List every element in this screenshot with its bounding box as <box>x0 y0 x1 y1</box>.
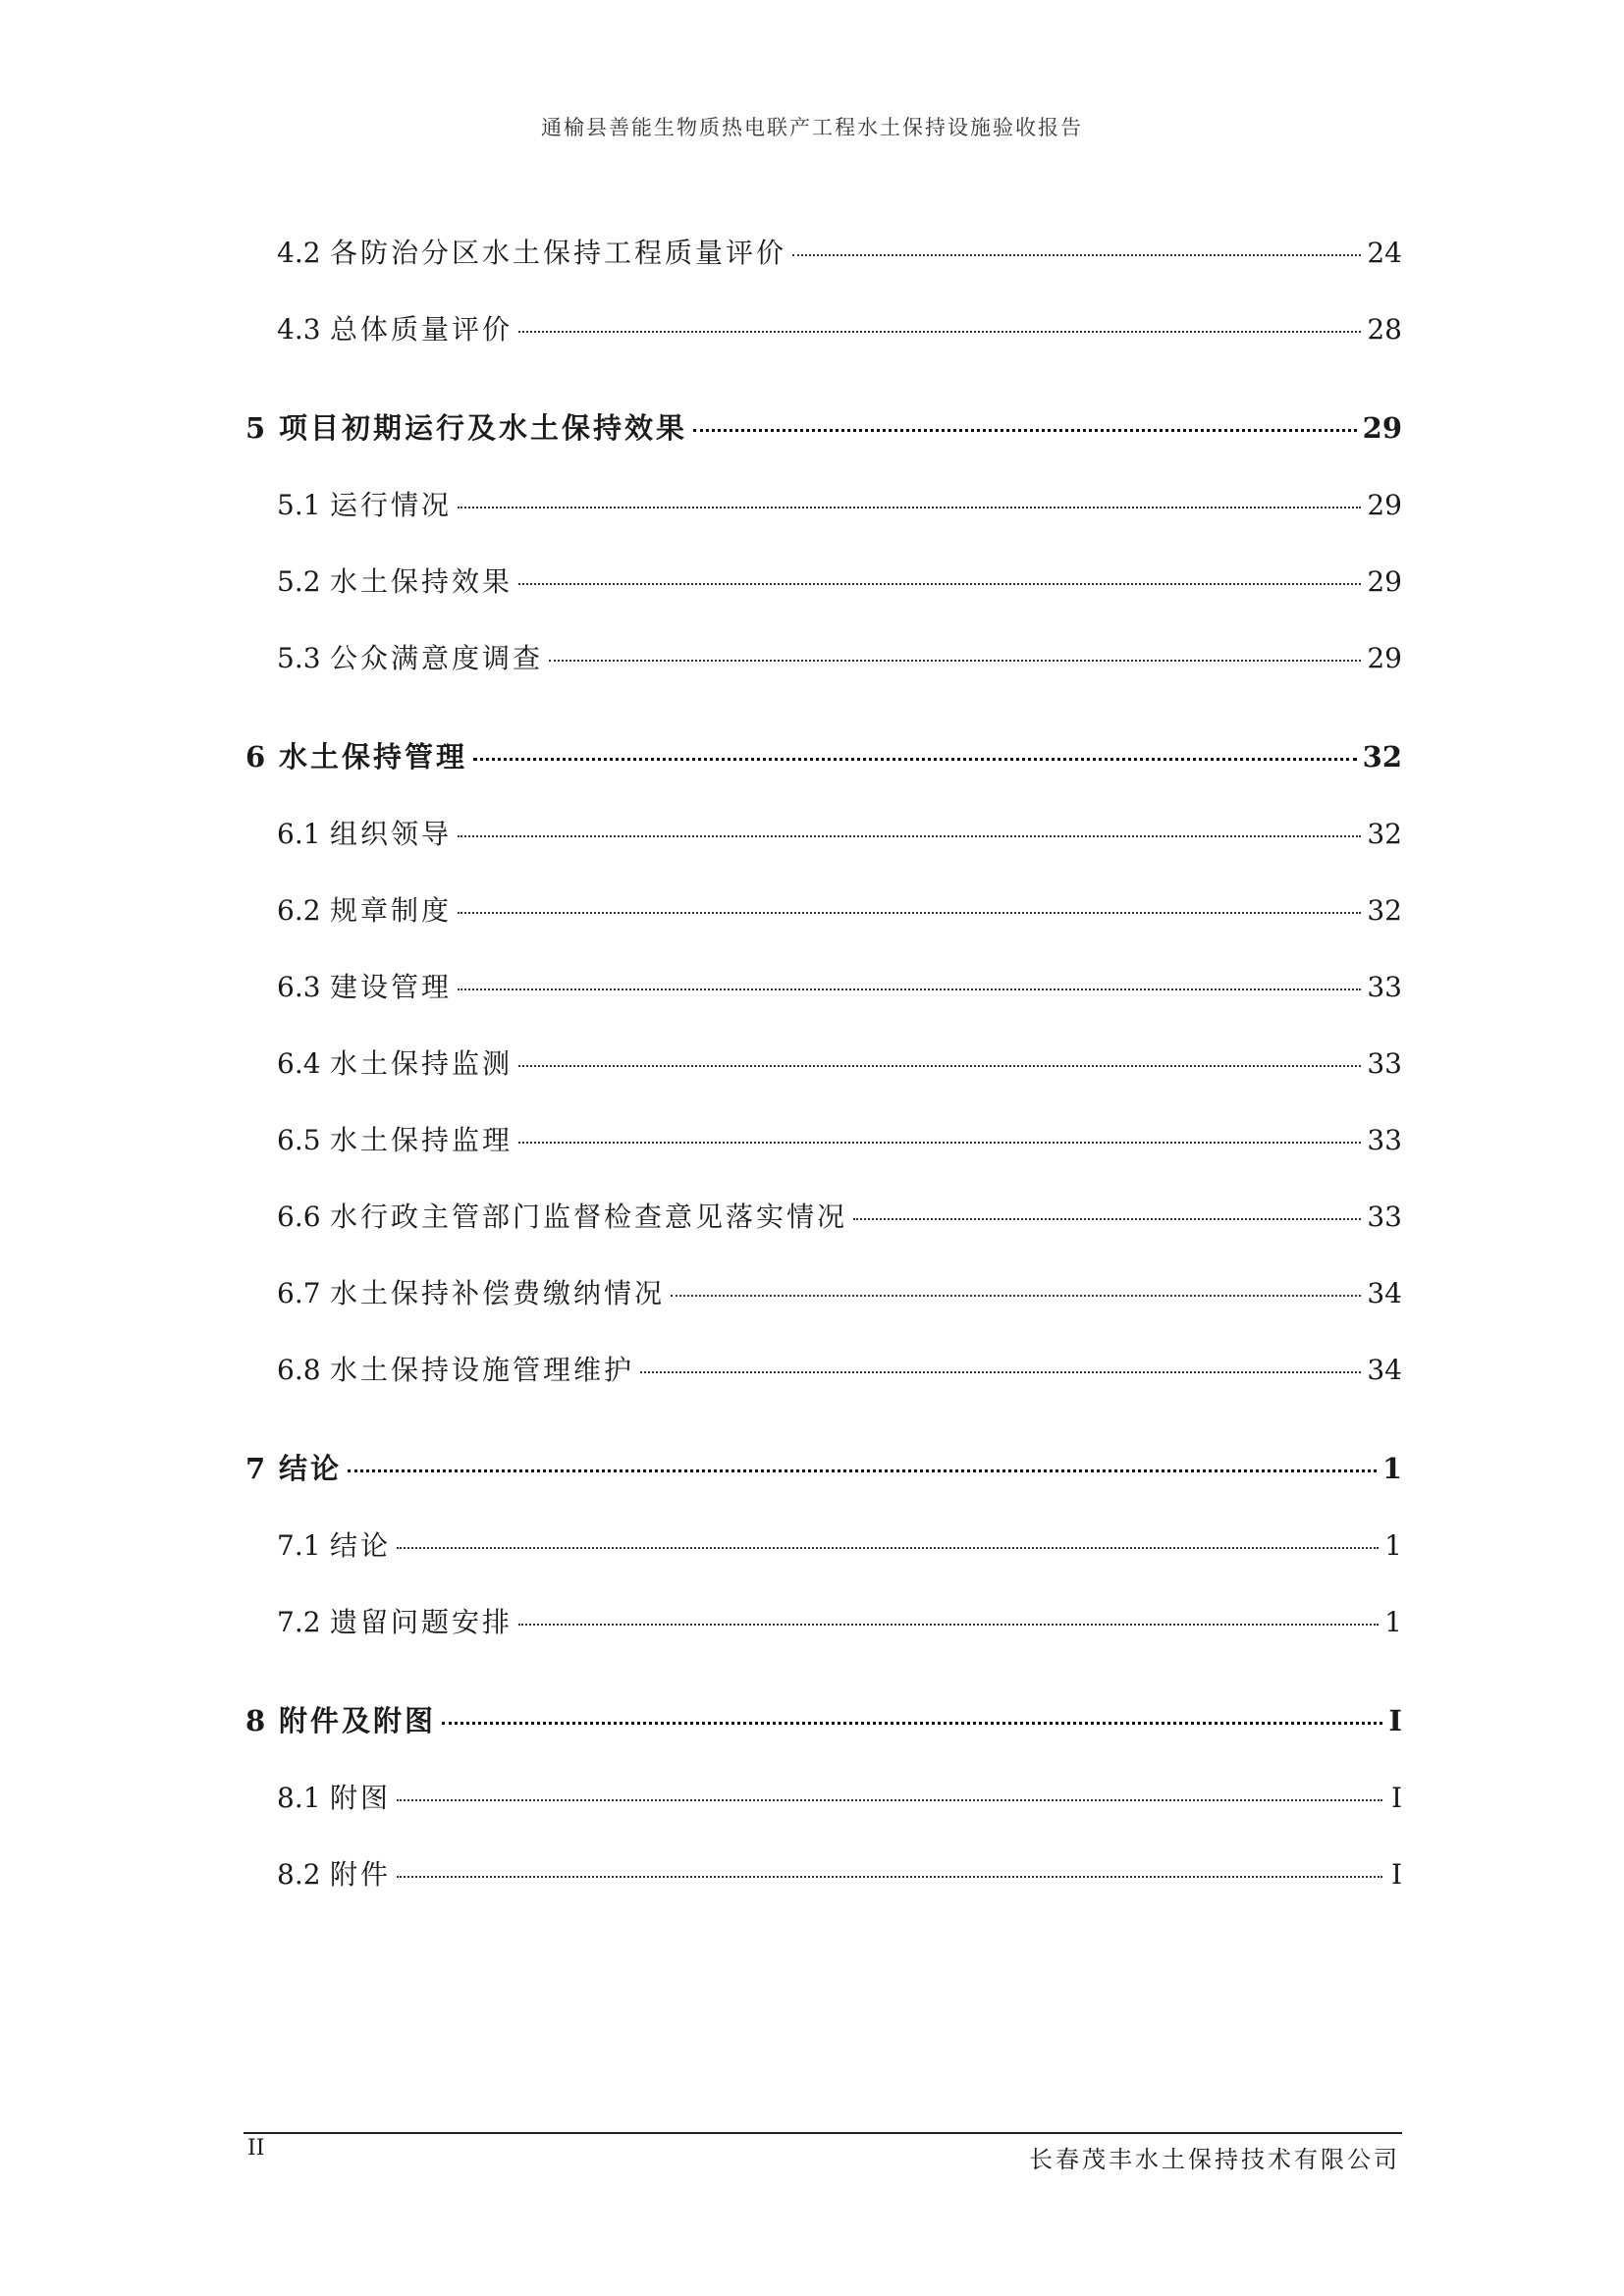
footer-rule <box>244 2132 1402 2134</box>
toc-number: 5 <box>245 411 266 445</box>
toc-entry-6-5[interactable] <box>277 1119 1402 1158</box>
toc-page: 1 <box>1384 1606 1402 1638</box>
dot-leader <box>518 1065 1361 1067</box>
dot-leader <box>397 1799 1382 1801</box>
toc-number: 5.3 <box>277 642 321 674</box>
dot-leader <box>671 1295 1361 1297</box>
toc-title: 各防治分区水土保持工程质量评价 <box>330 237 787 269</box>
toc-page: 29 <box>1367 642 1402 674</box>
toc-title: 遗留问题安排 <box>330 1606 514 1638</box>
dot-leader <box>397 1547 1379 1549</box>
toc-page: 33 <box>1367 1047 1402 1080</box>
toc-number: 7.2 <box>277 1606 321 1638</box>
toc-entry-6-7[interactable] <box>277 1272 1402 1311</box>
footer-page-number: II <box>247 2136 265 2161</box>
toc-number: 6.7 <box>277 1277 321 1309</box>
toc-entry-5-1[interactable] <box>277 484 1402 523</box>
toc-number: 6 <box>245 740 266 774</box>
toc-number: 4.3 <box>277 313 321 346</box>
dot-leader <box>397 1876 1382 1878</box>
toc-entry-5-2[interactable] <box>277 561 1402 600</box>
toc-title: 水土保持效果 <box>330 565 514 598</box>
toc-title: 水土保持补偿费缴纳情况 <box>330 1277 666 1309</box>
toc-title: 公众满意度调查 <box>330 642 544 674</box>
toc-title: 水土保持监理 <box>330 1124 514 1156</box>
dot-leader <box>458 988 1361 990</box>
toc-title: 结论 <box>279 1452 343 1485</box>
toc-title: 水土保持管理 <box>279 740 468 774</box>
toc-number: 6.5 <box>277 1124 321 1156</box>
toc-entry-8-1[interactable] <box>277 1777 1402 1816</box>
toc-title: 规章制度 <box>330 894 453 927</box>
dot-leader <box>518 1624 1379 1626</box>
dot-leader <box>518 1142 1361 1144</box>
toc-page: 33 <box>1367 1124 1402 1156</box>
toc-entry-7-1[interactable] <box>277 1524 1402 1564</box>
dot-leader <box>458 912 1361 914</box>
toc-number: 6.1 <box>277 818 321 850</box>
toc-number: 8.1 <box>277 1782 321 1814</box>
toc-entry-7-2[interactable] <box>277 1601 1402 1640</box>
toc-number: 6.8 <box>277 1354 321 1386</box>
toc-number: 6.3 <box>277 971 321 1003</box>
toc-chapter-6[interactable] <box>245 735 1402 775</box>
toc-page: 32 <box>1367 818 1402 850</box>
toc-number: 5.1 <box>277 489 321 521</box>
toc-entry-6-1[interactable] <box>277 813 1402 852</box>
toc-page: 34 <box>1367 1354 1402 1386</box>
toc-entry-6-4[interactable] <box>277 1042 1402 1082</box>
toc-number: 7.1 <box>277 1529 321 1562</box>
toc-page: I <box>1388 1704 1402 1737</box>
toc-number: 5.2 <box>277 565 321 598</box>
toc-page: 32 <box>1362 740 1402 774</box>
toc-title: 项目初期运行及水土保持效果 <box>279 411 688 445</box>
dot-leader <box>518 331 1361 333</box>
toc-title: 附件及附图 <box>279 1704 437 1737</box>
toc-title: 水土保持监测 <box>330 1047 514 1080</box>
toc-title: 水土保持设施管理维护 <box>330 1354 635 1386</box>
toc-entry-6-2[interactable] <box>277 889 1402 929</box>
dot-leader <box>473 758 1357 761</box>
toc-page: 33 <box>1367 1201 1402 1233</box>
toc-entry-4-2[interactable] <box>277 232 1402 271</box>
dot-leader <box>518 583 1361 585</box>
toc-number: 4.2 <box>277 237 321 269</box>
toc-title: 附件 <box>330 1858 392 1891</box>
dot-leader <box>442 1722 1382 1725</box>
toc-entry-6-6[interactable] <box>277 1196 1402 1235</box>
toc-page: I <box>1390 1782 1402 1814</box>
toc-number: 8 <box>245 1704 266 1737</box>
toc-page: I <box>1390 1858 1402 1891</box>
toc-title: 组织领导 <box>330 818 453 850</box>
toc-title: 建设管理 <box>330 971 453 1003</box>
toc-page: 29 <box>1367 565 1402 598</box>
toc-entry-8-2[interactable] <box>277 1853 1402 1893</box>
dot-leader <box>792 254 1361 256</box>
toc-title: 总体质量评价 <box>330 313 514 346</box>
toc-page: 24 <box>1367 237 1402 269</box>
dot-leader <box>853 1218 1361 1220</box>
toc-title: 水行政主管部门监督检查意见落实情况 <box>330 1201 848 1233</box>
dot-leader <box>458 507 1361 508</box>
toc-title: 运行情况 <box>330 489 453 521</box>
toc-number: 6.6 <box>277 1201 321 1233</box>
page-header: 通榆县善能生物质热电联产工程水土保持设施验收报告 <box>541 116 1083 139</box>
dot-leader <box>458 835 1361 837</box>
dot-leader <box>348 1469 1377 1472</box>
toc-page: 34 <box>1367 1277 1402 1309</box>
toc-number: 8.2 <box>277 1858 321 1891</box>
toc-number: 7 <box>245 1452 266 1485</box>
footer-company: 长春茂丰水土保持技术有限公司 <box>1029 2146 1400 2173</box>
toc-chapter-5[interactable] <box>245 406 1402 447</box>
toc-page: 32 <box>1367 894 1402 927</box>
dot-leader <box>640 1371 1361 1373</box>
toc-entry-6-8[interactable] <box>277 1349 1402 1388</box>
toc-page: 28 <box>1367 313 1402 346</box>
dot-leader <box>693 429 1357 432</box>
dot-leader <box>549 660 1361 662</box>
toc-page: 29 <box>1362 411 1402 445</box>
toc-number: 6.4 <box>277 1047 321 1080</box>
toc-entry-6-3[interactable] <box>277 966 1402 1005</box>
toc-entry-4-3[interactable] <box>277 308 1402 347</box>
toc-chapter-7[interactable] <box>245 1447 1402 1487</box>
toc-page: 33 <box>1367 971 1402 1003</box>
toc-page: 1 <box>1381 1452 1402 1485</box>
toc-page: 1 <box>1384 1529 1402 1562</box>
toc-page: 29 <box>1367 489 1402 521</box>
toc-title: 附图 <box>330 1782 392 1814</box>
toc-number: 6.2 <box>277 894 321 927</box>
toc-chapter-8[interactable] <box>245 1699 1402 1739</box>
toc-entry-5-3[interactable] <box>277 637 1402 676</box>
toc-title: 结论 <box>330 1529 392 1562</box>
